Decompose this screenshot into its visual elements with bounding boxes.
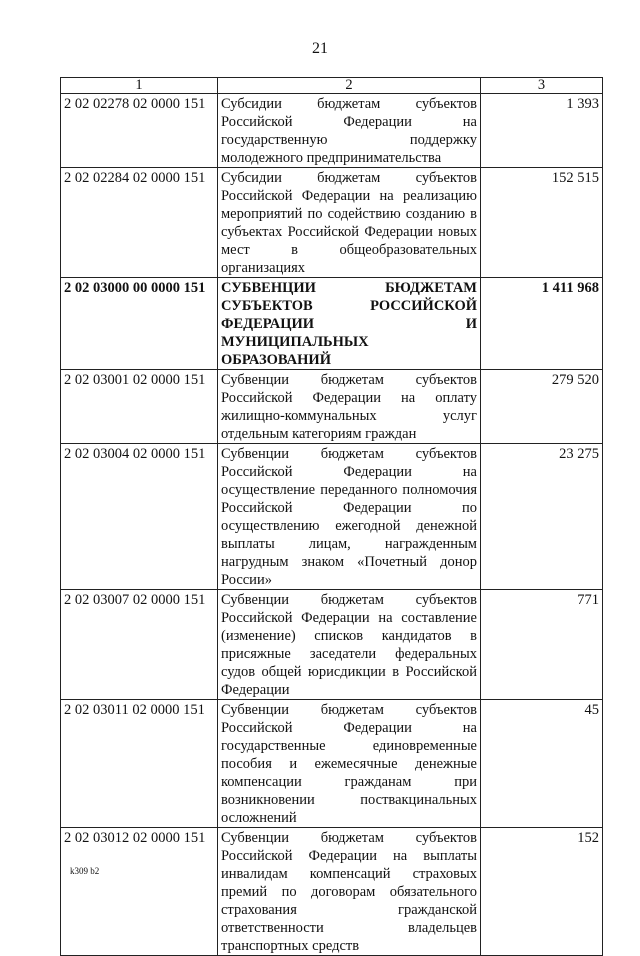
row-code: 2 02 03004 02 0000 151 xyxy=(61,444,218,590)
table-row-section-total xyxy=(61,278,603,370)
table-row xyxy=(61,590,603,700)
row-amount: 1 393 xyxy=(481,94,603,168)
table-row xyxy=(61,700,603,828)
row-amount: 771 xyxy=(481,590,603,700)
row-description: Субвенции бюджетам субъектов Российской Федерации на выплаты инвалидам компенсаций страховых премий по договорам обязательного страхования гражданской ответственности владельцев транспортных средств xyxy=(218,828,481,956)
table-row xyxy=(61,168,603,278)
row-description: Субсидии бюджетам субъектов Российской Федерации на реализацию мероприятий по содействию созданию в субъектах Российской Федерации новых мест в общеобразовательных организациях xyxy=(218,168,481,278)
page-number: 21 xyxy=(312,40,328,57)
row-description: Субвенции бюджетам субъектов Российской Федерации на оплату жилищно-коммунальных услуг отдельным категориям граждан xyxy=(218,370,481,444)
row-code: 2 02 03007 02 0000 151 xyxy=(61,590,218,700)
table-row xyxy=(61,370,603,444)
row-code: 2 02 03012 02 0000 151 xyxy=(61,828,218,956)
footer-document-mark: k309 b2 xyxy=(70,866,100,876)
row-code: 2 02 03001 02 0000 151 xyxy=(61,370,218,444)
row-amount: 1 411 968 xyxy=(481,278,603,370)
row-description: Субвенции бюджетам субъектов Российской Федерации на составление (изменение) списков кандидатов в присяжные заседатели федеральных судов общей юрисдикции в Российской Федерации xyxy=(218,590,481,700)
row-amount: 23 275 xyxy=(481,444,603,590)
row-description: Субвенции бюджетам субъектов Российской Федерации на государственные единовременные пособия и ежемесячные денежные компенсации гражданам при возникновении поствакцинальных осложнений xyxy=(218,700,481,828)
table-row xyxy=(61,94,603,168)
budget-table xyxy=(60,77,603,956)
row-description: Субсидии бюджетам субъектов Российской Федерации на государственную поддержку молодежного предпринимательства xyxy=(218,94,481,168)
row-code: 2 02 02284 02 0000 151 xyxy=(61,168,218,278)
row-description: Субвенции бюджетам субъектов Российской Федерации на осуществление переданного полномочия Российской Федерации по осуществлению ежегодной денежной выплаты лицам, награжденным нагрудным знаком «Почетный донор России» xyxy=(218,444,481,590)
column-header-description: 2 xyxy=(218,78,481,94)
row-code: 2 02 02278 02 0000 151 xyxy=(61,94,218,168)
table-row xyxy=(61,444,603,590)
row-amount: 45 xyxy=(481,700,603,828)
row-code: 2 02 03011 02 0000 151 xyxy=(61,700,218,828)
row-amount: 152 515 xyxy=(481,168,603,278)
row-code: 2 02 03000 00 0000 151 xyxy=(61,278,218,370)
table-row xyxy=(61,828,603,956)
column-header-amount: 3 xyxy=(481,78,603,94)
table-header-row xyxy=(61,78,603,94)
row-description: СУБВЕНЦИИ БЮДЖЕТАМ СУБЪЕКТОВ РОССИЙСКОЙ ФЕДЕРАЦИИ И МУНИЦИПАЛЬНЫХ ОБРАЗОВАНИЙ xyxy=(218,278,481,370)
row-amount: 279 520 xyxy=(481,370,603,444)
column-header-code: 1 xyxy=(61,78,218,94)
row-amount: 152 xyxy=(481,828,603,956)
